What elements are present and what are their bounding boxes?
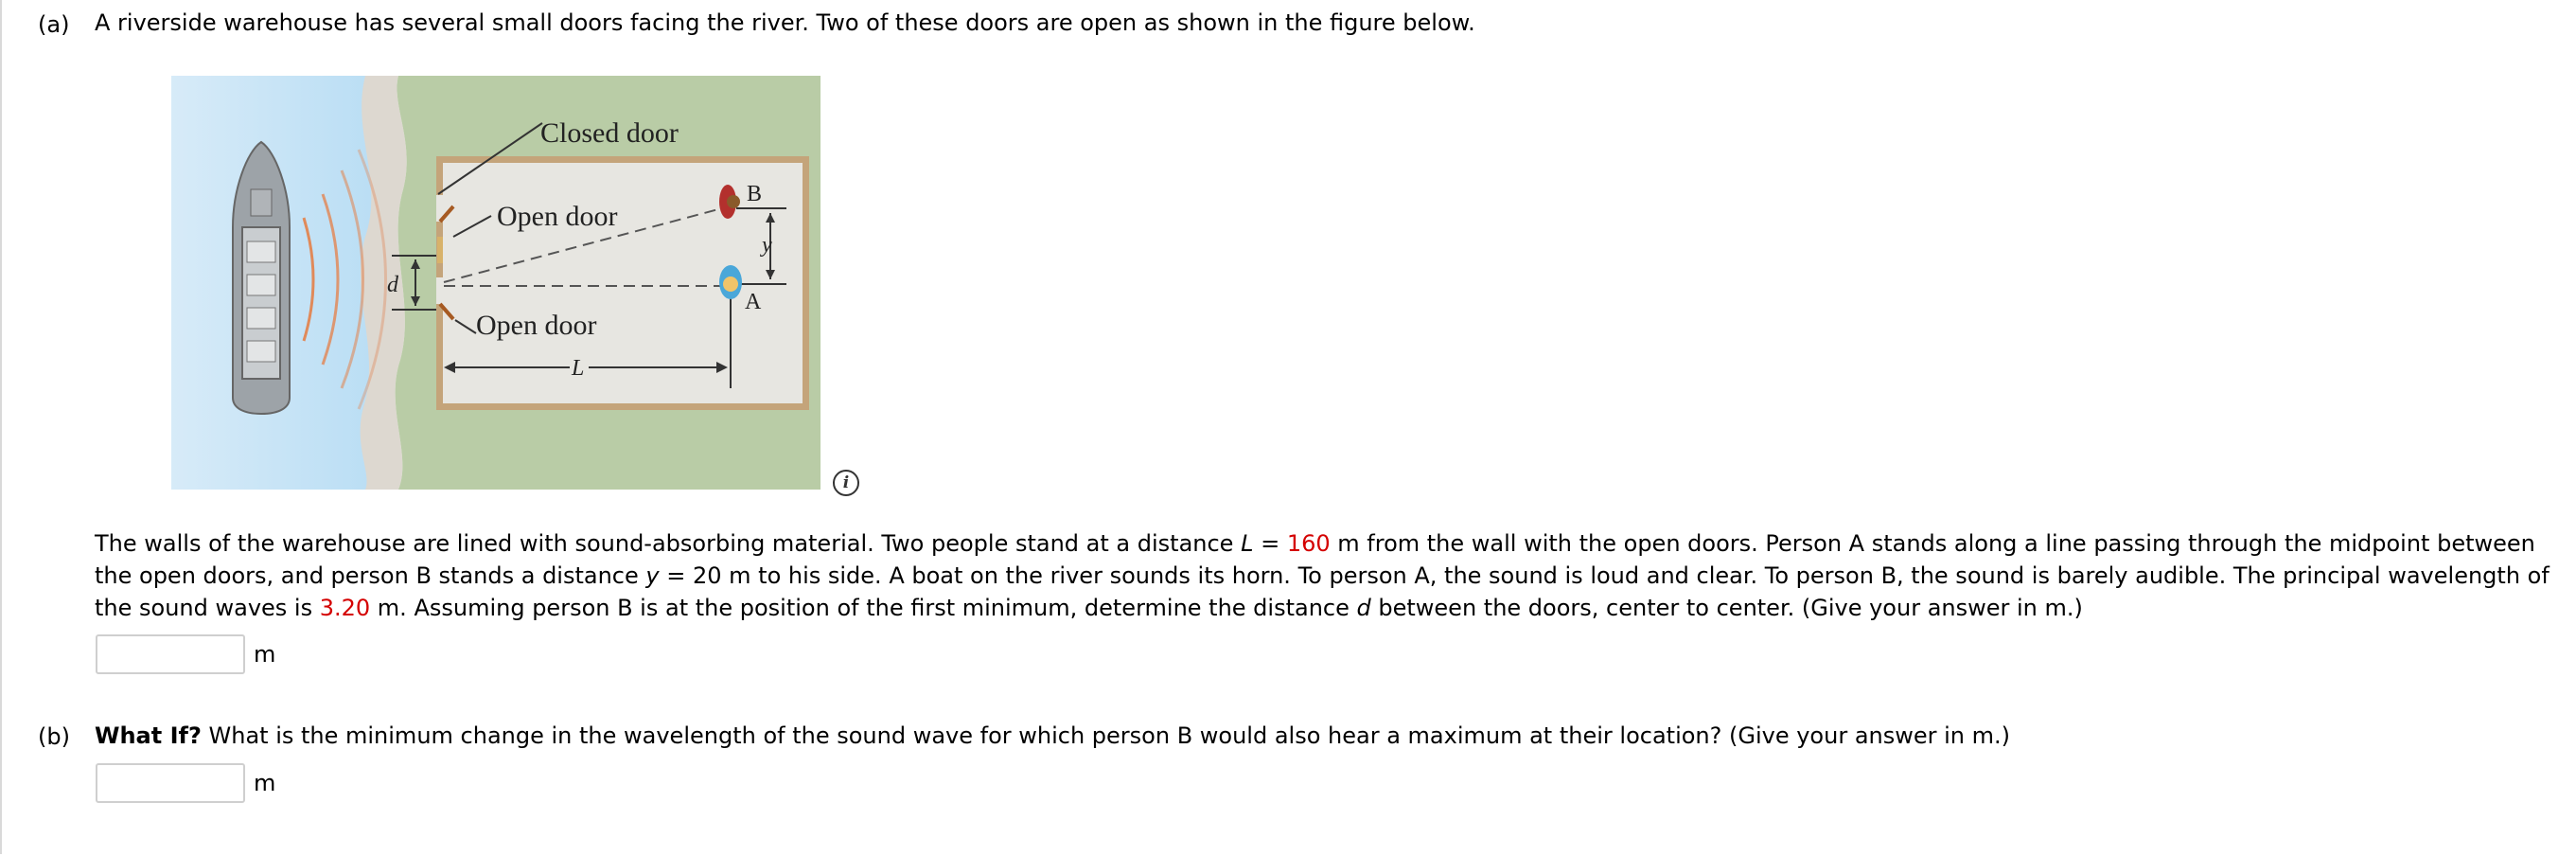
L-variable: L [1241, 530, 1254, 557]
what-if-bold: What If? [95, 722, 202, 749]
part-b-unit: m [254, 770, 276, 796]
open-door-bottom-label: Open door [476, 310, 597, 341]
q-text: = 20 m to his side. A boat on the river sounds its horn. To person A, the sound is loud and clear. To person B, the sound is barely audible. The principal wavelength of [659, 562, 2550, 589]
L-value: 160 [1286, 530, 1331, 557]
part-a-intro: A riverside warehouse has several small doors facing the river. Two of these doors are open as shown in the figure below. [95, 9, 1475, 36]
info-icon[interactable]: i [833, 470, 859, 496]
q-text: the open doors, and person B stands a distance [95, 562, 646, 589]
closed-door-label: Closed door [540, 117, 679, 149]
q-text: m. Assuming person B is at the position of the first minimum, determine the distance [370, 595, 1357, 621]
part-a-question-line1 [95, 527, 2535, 560]
q-text: the sound waves is [95, 595, 320, 621]
q-text: What is the minimum change in the wavelength of the sound wave for which person B would also hear a maximum at their location? (Give your answer in m.) [201, 722, 2011, 749]
part-a-question-line2 [95, 560, 2550, 592]
q-text: m from the wall with the open doors. Person A stands along a line passing through the midpoint between [1330, 530, 2535, 557]
person-a [719, 265, 742, 299]
y-variable: y [645, 562, 660, 589]
part-b-label: (b) [38, 723, 70, 750]
L-label: L [572, 356, 585, 381]
q-text: between the doors, center to center. (Give your answer in m.) [1370, 595, 2083, 621]
door-gap-bottom [436, 277, 444, 304]
person-b-label: B [747, 182, 763, 206]
part-a-label: (a) [38, 11, 70, 38]
q-text: The walls of the warehouse are lined with sound-absorbing material. Two people stand at a distance [95, 530, 1242, 557]
closed-door [437, 237, 443, 263]
open-door-top-label: Open door [497, 201, 618, 232]
y-label: y [762, 233, 772, 258]
part-a-answer-input[interactable] [96, 634, 245, 674]
person-a-label: A [745, 290, 762, 314]
q-text: = [1253, 530, 1287, 557]
part-a-question-line3 [95, 592, 2083, 624]
part-a-unit: m [254, 641, 276, 668]
part-b-question [95, 720, 2010, 752]
wavelength-value: 3.20 [319, 595, 371, 621]
d-variable: d [1356, 595, 1371, 621]
d-label: d [387, 273, 398, 297]
boat [233, 142, 290, 414]
part-b-answer-input[interactable] [96, 763, 245, 803]
warehouse-figure [171, 76, 820, 490]
